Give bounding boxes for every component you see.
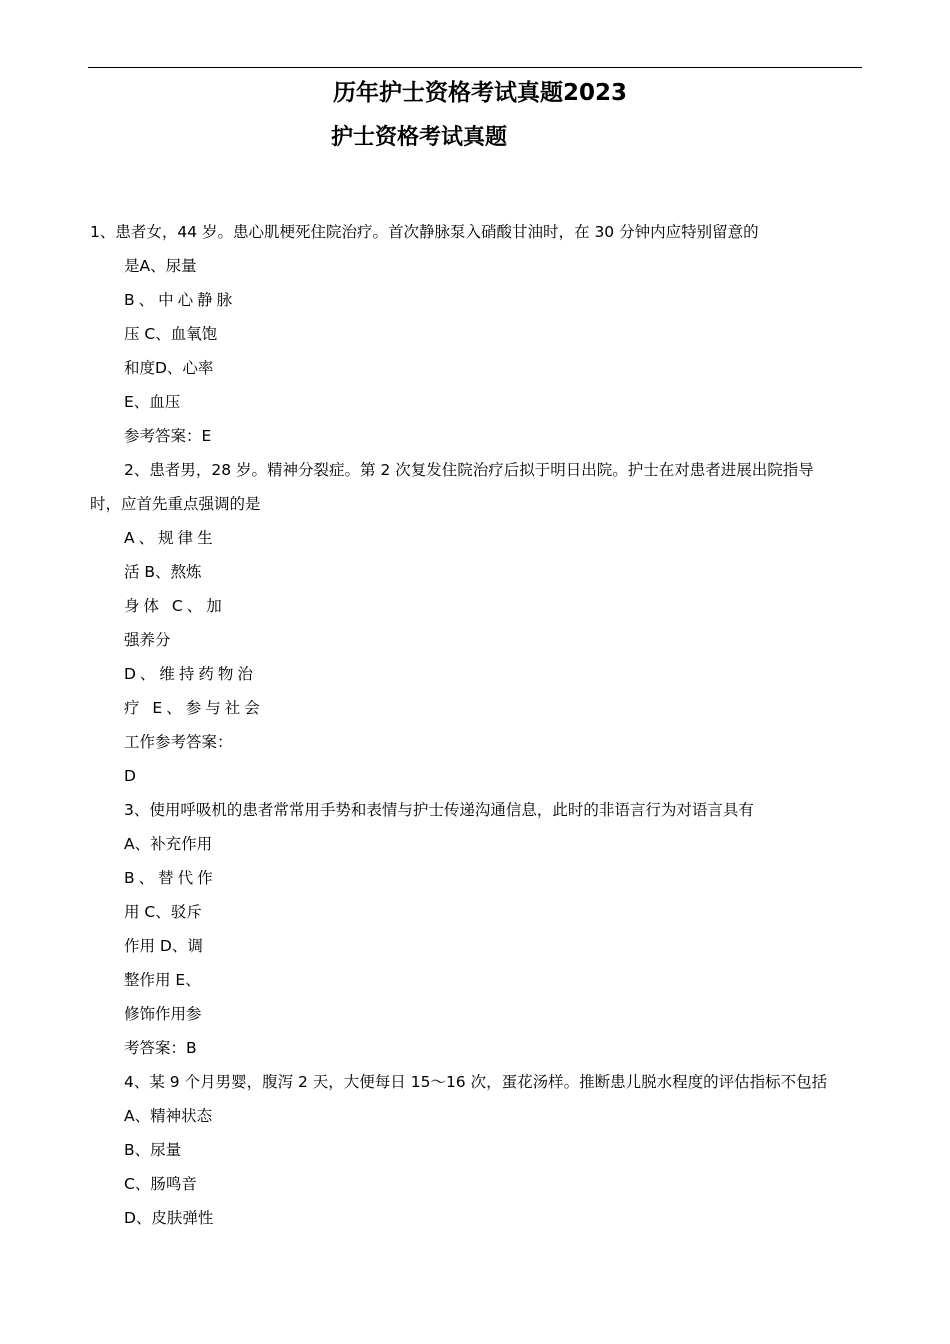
question-2-answer-value: D (124, 767, 136, 785)
question-1-line: E、血压 (124, 393, 181, 411)
question-4-line: D、皮肤弹性 (124, 1209, 214, 1227)
question-3-line: B、替代作 (124, 869, 217, 887)
question-2-line: 疗 E、参与社会 (124, 699, 264, 717)
document-title: 历年护士资格考试真题2023 (333, 80, 628, 106)
question-4-stem: 4、某 9 个月男婴，腹泻 2 天，大便每日 15～16 次，蛋花汤样。推断患儿脱水程度的评估指标不包括 (124, 1073, 828, 1091)
question-2-stem: 2、患者男，28 岁。精神分裂症。第 2 次复发住院治疗后拟于明日出院。护士在对患者进展出院指导 (124, 461, 814, 479)
question-1-line: 是A、尿量 (124, 257, 197, 275)
question-4-line: B、尿量 (124, 1141, 182, 1159)
question-1-line: 压 C、血氧饱 (124, 325, 218, 343)
document-subtitle: 护士资格考试真题 (331, 125, 508, 150)
question-1-line: B、中心静脉 (124, 291, 237, 309)
document-body (90, 215, 862, 1235)
question-3-line: 作用 D、调 (124, 937, 203, 955)
question-1-answer: 参考答案：E (124, 427, 212, 445)
question-3-line: 用 C、驳斥 (124, 903, 202, 921)
question-3-line: 整作用 E、 (124, 971, 201, 989)
question-2-line: 强养分 (124, 631, 171, 649)
question-2-answer: 工作参考答案： (124, 733, 233, 751)
question-2-stem-cont: 时，应首先重点强调的是 (90, 495, 261, 513)
question-2-line: 活 B、熬炼 (124, 563, 202, 581)
question-4-line: C、肠鸣音 (124, 1175, 197, 1193)
header-rule (88, 67, 862, 68)
question-2-line: D、维持药物治 (124, 665, 257, 683)
question-3-line: A、补充作用 (124, 835, 213, 853)
question-1-line: 和度D、心率 (124, 359, 214, 377)
question-4-line: A、精神状态 (124, 1107, 213, 1125)
question-2-line: 身体 C、加 (124, 597, 226, 615)
question-3-answer: 考答案：B (124, 1039, 197, 1057)
question-3-line: 修饰作用参 (124, 1005, 202, 1023)
question-3-stem: 3、使用呼吸机的患者常常用手势和表情与护士传递沟通信息，此时的非语言行为对语言具有 (124, 801, 754, 819)
question-2-line: A、规律生 (124, 529, 217, 547)
question-1-stem: 1、患者女，44 岁。患心肌梗死住院治疗。首次静脉泵入硝酸甘油时，在 30 分钟内应特别留意的 (90, 223, 759, 241)
